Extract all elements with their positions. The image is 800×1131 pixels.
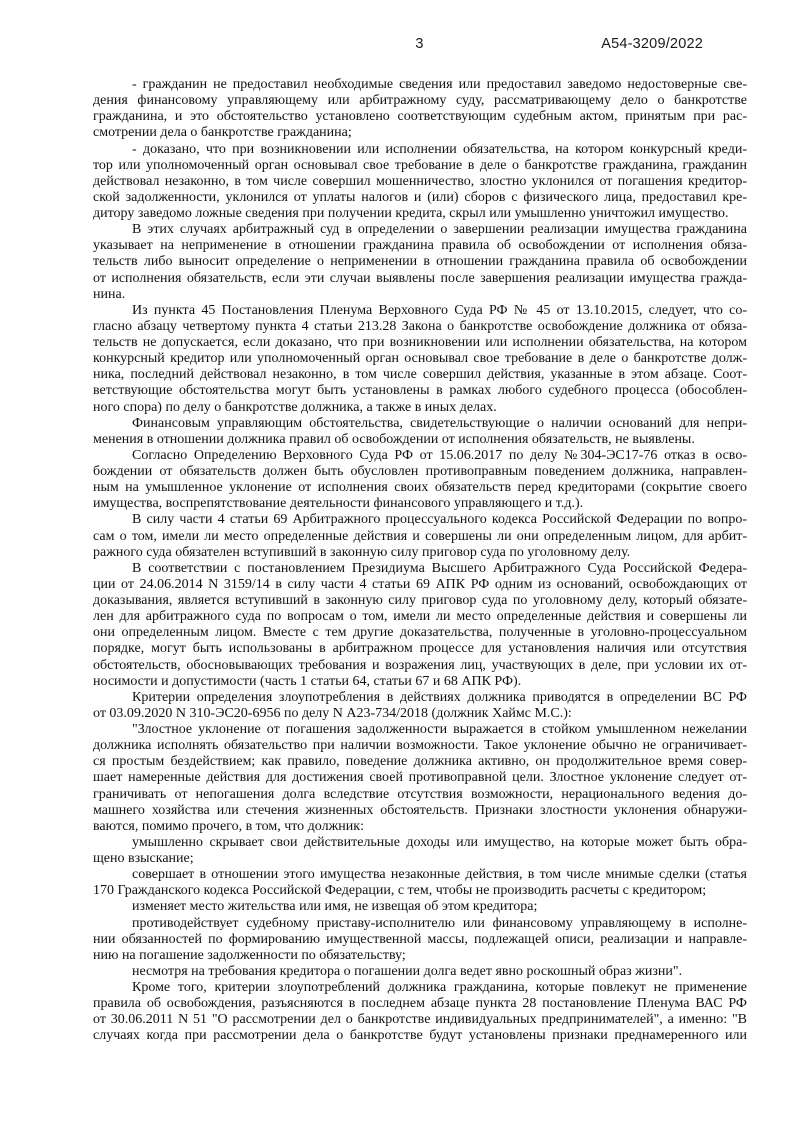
text-line: ным на умышленное уклонение от исполнения своих обязательств перед кредиторами (сокрытие своего <box>93 480 747 496</box>
text-line: гражданина, и это обстоятельство установлено соответствующим судебным актом, принятым при рас- <box>93 109 747 125</box>
text-line: нию на погашение задолженности по обязательству; <box>93 947 406 963</box>
text-line: изменяет место жительства или имя, не извещая об этом кредитора; <box>132 899 538 915</box>
text-line: ветствующие обстоятельства могут быть установлены в рамках любого судебного процесса (обособлен- <box>93 383 747 399</box>
paragraph <box>93 980 747 1045</box>
text-line: порядке, могут быть использованы в арбитражном процессе для установления наличия или отсутствия <box>93 641 747 657</box>
text-line: лен для арбитражного суда по вопросам о том, имели ли место определенные действия и совершены ли <box>93 609 747 625</box>
text-line: ника, последний действовал незаконно, в том числе совершил действия, указанные в этом абзаце. Соот- <box>93 367 747 383</box>
text-line: тельств не допускается, если доказано, что при возникновении или исполнении обязательства, на котором <box>93 335 747 350</box>
paragraph <box>93 835 747 867</box>
text-line: ции от 24.06.2014 N 3159/14 в силу части 4 статьи 69 АПК РФ одним из оснований, освобождающих от <box>93 576 747 592</box>
text-line: действовал незаконно, в том числе совершил мошенничество, злостно уклонился от погашения кредитор- <box>93 173 747 189</box>
text-line: конкурсный кредитор или уполномоченный орган основывал свое требование в деле о банкротстве долж- <box>93 351 747 367</box>
text-line: указывает на неприменение в отношении гражданина правила об освобождении от исполнения обяза- <box>93 238 747 254</box>
text-line: гласно абзацу четвертому пункта 4 статьи 213.28 Закона о банкротстве освобождение должника от обяза- <box>93 318 747 334</box>
page-number: 3 <box>415 36 424 52</box>
text-line: Согласно Определению Верховного Суда РФ от 15.06.2017 по делу №304-ЭС17-76 отказ в осво- <box>132 447 747 463</box>
text-line: бождении от обязательств должен быть обусловлен противоправным поведением должника, направлен- <box>93 464 747 479</box>
paragraph <box>93 964 747 980</box>
text-line: дения финансовому управляющему или арбитражному суду, рассматривающему дело о банкротстве <box>93 93 747 109</box>
text-line: правила об освобождения, разъясняются в последнем абзаце пункта 28 постановление Пленума ВАС РФ <box>93 996 747 1012</box>
text-line: машнего хозяйства или стечения жизненных обстоятельств. Признаки злостности уклонения обнаружи- <box>93 802 747 818</box>
text-line: В соответствии с постановлением Президиума Высшего Арбитражного Суда Российской Федера- <box>132 560 747 576</box>
paragraph <box>93 561 747 690</box>
text-line: противодействует судебному приставу-исполнителю или финансовому управляющему в исполне- <box>132 915 747 931</box>
document-body <box>93 77 747 1045</box>
text-line: - гражданин не предоставил необходимые сведения или предоставил заведомо недостоверные све- <box>132 77 747 92</box>
paragraph <box>93 303 747 416</box>
text-line: смотрении дела о банкротстве гражданина; <box>93 125 352 141</box>
text-line: ного спора) по делу о банкротстве должника, а также в иных делах. <box>93 399 497 415</box>
text-line: случаях когда при рассмотрении дела о банкротстве будут установлены признаки преднамеренного или <box>93 1028 747 1044</box>
text-line: обстоятельств, обосновывающих требования и возражения лиц, участвующих в деле, при условии их от- <box>93 657 747 673</box>
text-line: щено взыскание; <box>93 851 194 866</box>
text-line: тор или уполномоченный орган основывал свое требование в деле о банкротстве гражданина, гражданин <box>93 157 747 173</box>
text-line: менения в отношении должника правил об освобождении от исполнения обязательств, не выявлены. <box>93 431 695 447</box>
text-line: сам о том, имели ли место определенные действия и совершены ли они определенным лицом, для арбит- <box>93 528 747 544</box>
paragraph <box>93 416 747 448</box>
text-line: - доказано, что при возникновении или исполнении обязательства, на котором конкурсный креди- <box>132 141 747 157</box>
text-line: должника исполнять обязательство при наличии возможности. Такое уклонение обычно не ограничивает- <box>93 738 747 754</box>
text-line: носимости и допустимости (часть 1 статьи 64, статьи 67 и 68 АПК РФ). <box>93 673 522 689</box>
case-number: А54-3209/2022 <box>601 36 703 52</box>
paragraph <box>93 867 747 899</box>
text-line: от 30.06.2011 N 51 "О рассмотрении дел о банкротстве индивидуальных предпринимателей", а именно: "В <box>93 1012 747 1028</box>
text-line: умышленно скрывает свои действительные доходы или имущество, на которые может быть обра- <box>132 834 747 850</box>
text-line: В этих случаях арбитражный суд в определении о завершении реализации имущества гражданина <box>132 222 747 238</box>
text-line: ся простым бездействием; как правило, поведение должника активно, он продолжительное время совер- <box>93 754 747 770</box>
text-line: граничивать от непогашения долга вследствие отсутствия возможности, нерационального ведения до- <box>93 786 747 802</box>
text-line: ской задолженности, уклонился от уплаты налогов и (или) сборов с физического лица, предоставил кре- <box>93 189 747 205</box>
text-line: Из пункта 45 Постановления Пленума Верховного Суда РФ № 45 от 13.10.2015, следует, что со- <box>132 302 747 318</box>
text-line: шает намеренные действия для достижения своей противоправной цели. Злостное уклонение следует от- <box>93 770 747 786</box>
text-line: Критерии определения злоупотребления в действиях должника приводятся в определении ВС РФ <box>132 689 747 705</box>
paragraph <box>93 916 747 964</box>
text-line: несмотря на требования кредитора о погашении долга ведет явно роскошный образ жизни". <box>132 963 683 979</box>
text-line: Кроме того, критерии злоупотреблений должника гражданина, которые повлекут не применение <box>132 980 747 995</box>
text-line: от 03.09.2020 N 310-ЭС20-6956 по делу N А23-734/2018 (должник Хаймс М.С.): <box>93 705 572 721</box>
text-line: нина. <box>93 286 126 302</box>
paragraph <box>93 722 747 835</box>
text-line: они определенным лицом. Вместе с тем другие доказательства, полученные в уголовно-процессуальном <box>93 625 747 641</box>
text-line: имущества, воспрепятствование деятельности финансового управляющего и т.д.). <box>93 496 584 512</box>
text-line: нии обязанностей по формированию имущественной массы, подлежащей описи, реализации и направле- <box>93 931 747 947</box>
text-line: 170 Гражданского кодекса Российской Федерации, с тем, чтобы не производить расчеты с кредитором; <box>93 883 707 899</box>
paragraph <box>93 899 747 915</box>
paragraph <box>93 690 747 722</box>
text-line: дитору заведомо ложные сведения при получении кредита, скрыл или умышленно уничтожил имущество. <box>93 206 729 221</box>
text-line: совершает в отношении этого имущества незаконные действия, в том числе мнимые сделки (статья <box>132 867 747 883</box>
paragraph <box>93 142 747 223</box>
text-line: В силу части 4 статьи 69 Арбитражного процессуального кодекса Российской Федерации по вопро- <box>132 512 747 528</box>
page-header <box>93 36 747 54</box>
paragraph <box>93 512 747 560</box>
text-line: тельств либо выносит определение о неприменении в отношении гражданина правила об освобождении <box>93 254 747 270</box>
text-line: ваются, помимо прочего, в том, что должник: <box>93 818 364 834</box>
text-line: "Злостное уклонение от погашения задолженности выражается в стойком умышленном нежелании <box>132 722 747 737</box>
text-line: доказывания, является вступивший в законную силу приговор суда по уголовному делу, который обязате- <box>93 593 747 608</box>
paragraph <box>93 222 747 303</box>
text-line: от исполнения обязательств, если эти случаи выявлены после завершения реализации имущества гражда- <box>93 270 747 286</box>
paragraph <box>93 77 747 142</box>
text-line: Финансовым управляющим обстоятельства, свидетельствующие о наличии оснований для непри- <box>132 415 747 431</box>
paragraph <box>93 448 747 513</box>
text-line: ражного суда обязателен вступивший в законную силу приговор суда по уголовному делу. <box>93 544 631 560</box>
